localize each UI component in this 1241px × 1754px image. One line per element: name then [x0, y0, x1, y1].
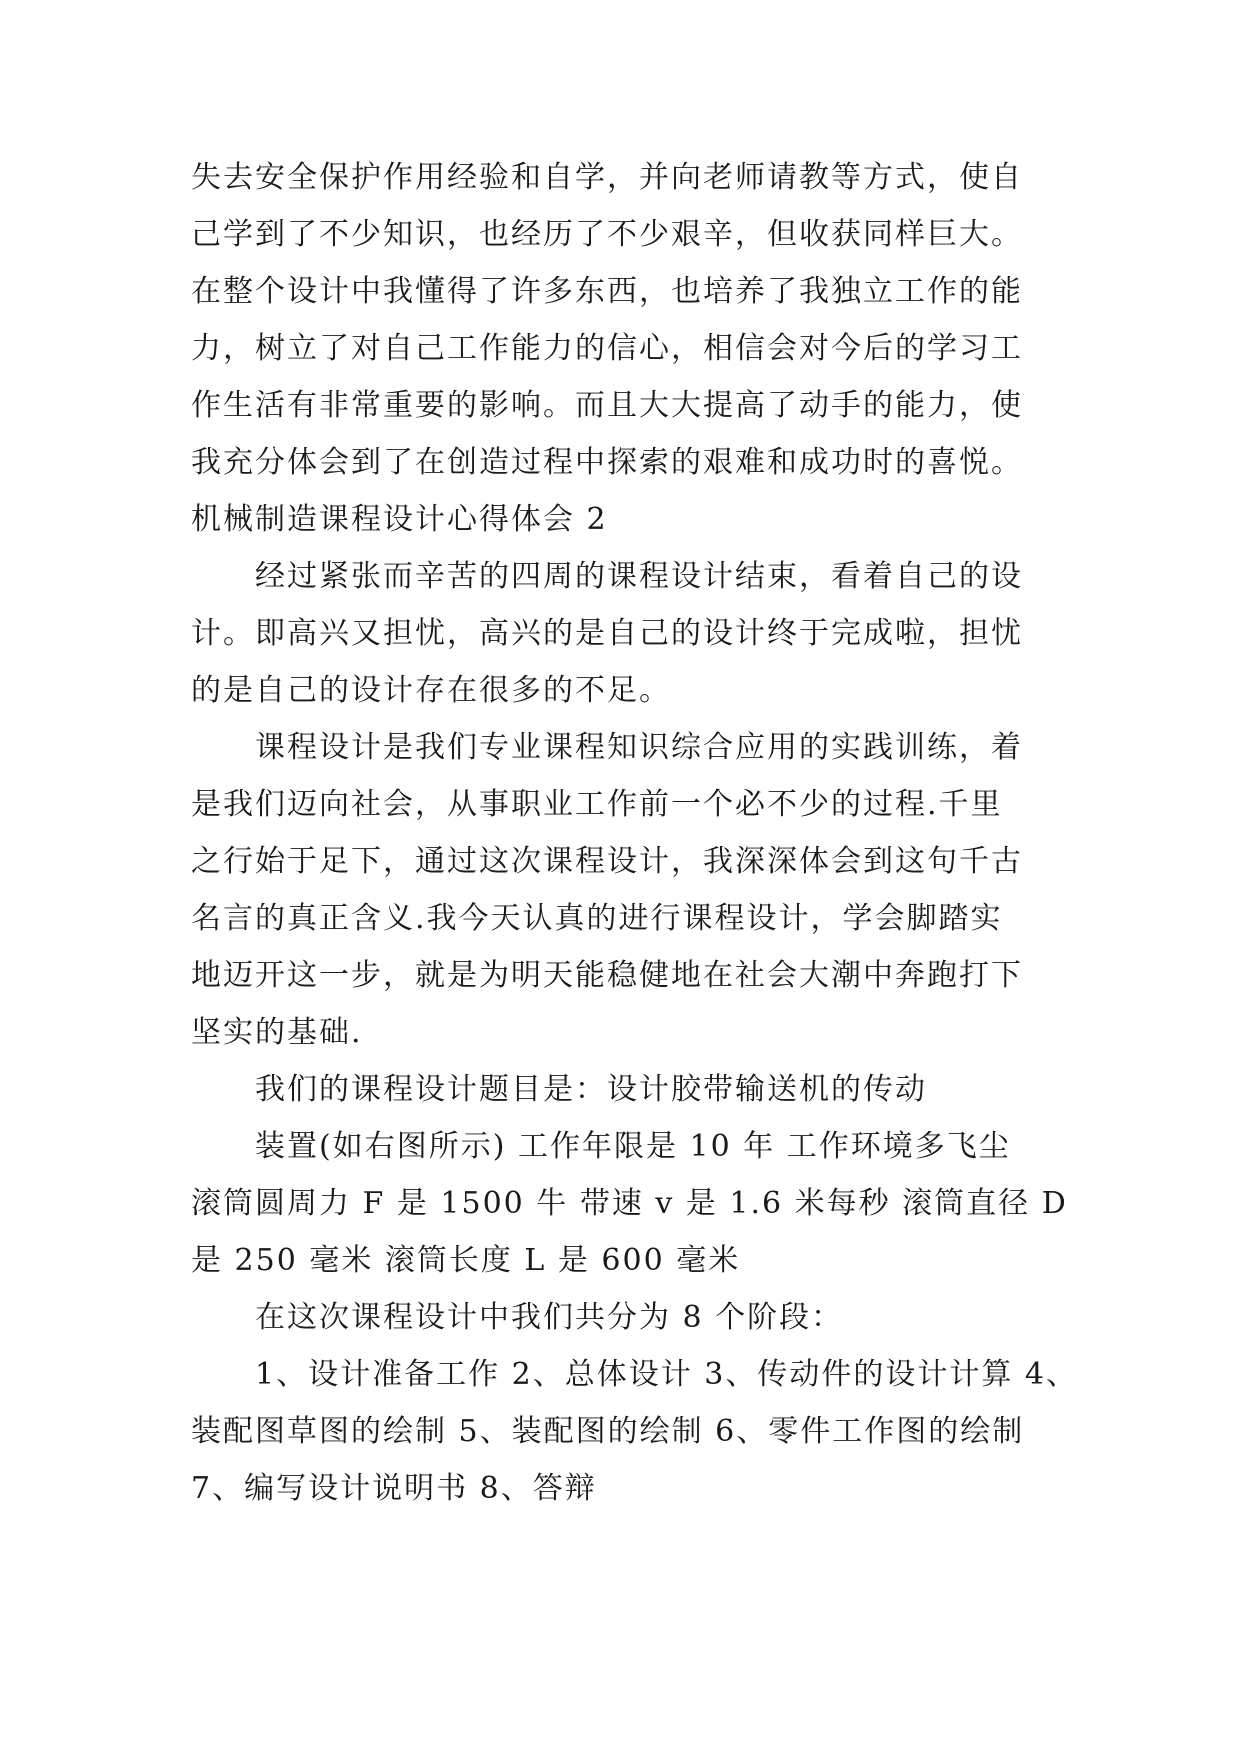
- text-line: 7、编写设计说明书 8、答辩: [191, 1471, 597, 1506]
- text-line: 名言的真正含义.我今天认真的进行课程设计，学会脚踏实: [191, 901, 1003, 936]
- text-line: 是 250 毫米 滚筒长度 L 是 600 毫米: [191, 1243, 741, 1278]
- section-heading: 机械制造课程设计心得体会 2: [191, 502, 608, 537]
- text-line: 坚实的基础.: [191, 1015, 363, 1050]
- text-line: 失去安全保护作用经验和自学，并向老师请教等方式，使自: [191, 160, 1023, 195]
- text-line: 之行始于足下，通过这次课程设计，我深深体会到这句千古: [191, 844, 1023, 879]
- text-line: 装配图草图的绘制 5、装配图的绘制 6、零件工作图的绘制: [191, 1414, 1025, 1449]
- text-line: 我充分体会到了在创造过程中探索的艰难和成功时的喜悦。: [191, 445, 1023, 480]
- text-line: 地迈开这一步，就是为明天能稳健地在社会大潮中奔跑打下: [191, 958, 1023, 993]
- text-line: 我们的课程设计题目是：设计胶带输送机的传动: [255, 1072, 927, 1107]
- text-line: 作生活有非常重要的影响。而且大大提高了动手的能力，使: [191, 388, 1023, 423]
- text-line: 1、设计准备工作 2、总体设计 3、传动件的设计计算 4、: [255, 1357, 1078, 1392]
- text-line: 在整个设计中我懂得了许多东西，也培养了我独立工作的能: [191, 274, 1023, 309]
- text-line: 滚筒圆周力 F 是 1500 牛 带速 v 是 1.6 米每秒 滚筒直径 D: [191, 1186, 1068, 1221]
- text-line: 是我们迈向社会，从事职业工作前一个必不少的过程.千里: [191, 787, 1003, 822]
- text-line: 课程设计是我们专业课程知识综合应用的实践训练，着: [255, 730, 1023, 765]
- text-line: 装置(如右图所示) 工作年限是 10 年 工作环境多飞尘: [255, 1129, 1011, 1164]
- text-line: 力，树立了对自己工作能力的信心，相信会对今后的学习工: [191, 331, 1023, 366]
- text-line: 在这次课程设计中我们共分为 8 个阶段：: [255, 1300, 844, 1335]
- text-line: 经过紧张而辛苦的四周的课程设计结束，看着自己的设: [255, 559, 1023, 594]
- text-line: 计。即高兴又担忧，高兴的是自己的设计终于完成啦，担忧: [191, 616, 1023, 651]
- text-line: 己学到了不少知识，也经历了不少艰辛，但收获同样巨大。: [191, 217, 1023, 252]
- text-line: 的是自己的设计存在很多的不足。: [191, 673, 671, 708]
